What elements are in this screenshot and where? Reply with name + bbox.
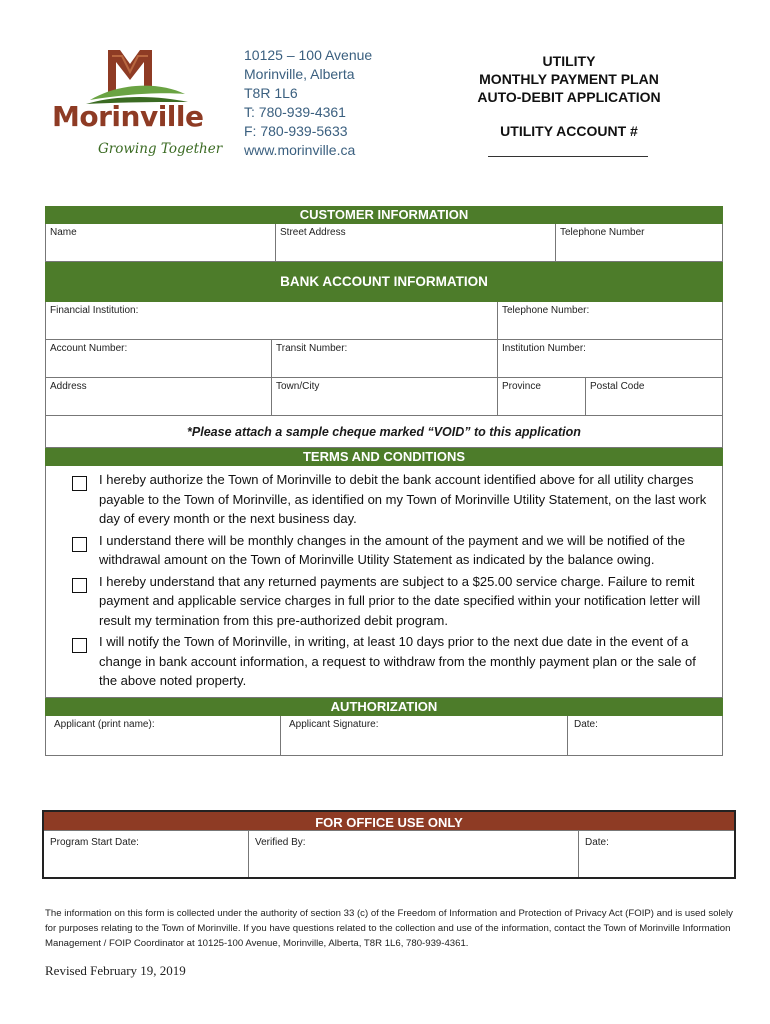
office-use-row xyxy=(44,830,734,877)
customer-info-header: CUSTOMER INFORMATION xyxy=(45,206,723,224)
transit-number-label: Transit Number: xyxy=(276,343,348,354)
customer-phone-field[interactable] xyxy=(556,224,722,261)
program-start-date-field[interactable] xyxy=(44,831,249,877)
address-phone: T: 780-939-4361 xyxy=(244,104,346,120)
term-item xyxy=(46,632,714,691)
term-text-3: I hereby understand that any returned payments are subject to a $25.00 service charge. Failure to remit payment and applicable service charges in full prior to the date specified within your notification letter will result my termination from this pre-authorized debit program. xyxy=(99,573,701,628)
application-form xyxy=(45,206,723,756)
office-use-box xyxy=(42,810,736,879)
term-text-4: I will notify the Town of Morinville, in writing, at least 10 days prior to the next due date in the event of a change in bank account information, a request to withdraw from the monthly payment plan or the sale of the above noted property. xyxy=(99,634,696,688)
bank-row-2 xyxy=(45,340,723,378)
foip-privacy-notice: The information on this form is collected under the authority of section 33 (c) of the Freedom of Information and Protection of Privacy Act (FOIP) and is used solely for purposes relating to the Town of Morinville. If you have questions related to the collection and use of the information, contact the Town of Morinville Information Management / FOIP Coordinator at 10125-100 Avenue, Morinville, Alberta, T8R 1L6, 780-939-4361. xyxy=(45,908,733,949)
term-item xyxy=(46,531,714,570)
institution-number-label: Institution Number: xyxy=(502,343,586,354)
transit-number-field[interactable] xyxy=(272,340,498,377)
revision-date: Revised February 19, 2019 xyxy=(45,963,186,978)
customer-phone-label: Telephone Number xyxy=(560,227,645,238)
bank-phone-field[interactable] xyxy=(498,302,722,339)
address-street: 10125 – 100 Avenue xyxy=(244,47,373,63)
address-city: Morinville, Alberta xyxy=(244,66,355,82)
logo-tagline: Growing Together xyxy=(98,141,223,157)
term-checkbox-4[interactable] xyxy=(72,638,87,653)
bank-row-1 xyxy=(45,302,723,340)
address-fax: F: 780-939-5633 xyxy=(244,123,348,139)
applicant-name-field[interactable] xyxy=(46,716,281,755)
street-address-field[interactable] xyxy=(276,224,556,261)
financial-institution-label: Financial Institution: xyxy=(50,305,139,316)
term-text-2: I understand there will be monthly changes in the amount of the payment and we will be notified of the withdrawal amount on the Town of Morinville Utility Statement as indicated by the balance owing. xyxy=(99,532,686,567)
bank-address-field[interactable] xyxy=(46,378,272,415)
office-use-header: FOR OFFICE USE ONLY xyxy=(44,812,734,830)
institution-number-field[interactable] xyxy=(498,340,722,377)
authorization-row xyxy=(45,716,723,756)
applicant-name-label: Applicant (print name): xyxy=(54,718,155,730)
term-text-1: I hereby authorize the Town of Morinville to debit the bank account identified above for all utility charges payable to the Town of Morinville, as identified on my Town of Morinville Utility Statement, on the last work day of every month or the next business day. xyxy=(99,472,707,526)
financial-institution-field[interactable] xyxy=(46,302,498,339)
bank-info-header: BANK ACCOUNT INFORMATION xyxy=(45,262,723,302)
address-postal: T8R 1L6 xyxy=(244,85,298,101)
program-start-date-label: Program Start Date: xyxy=(50,837,139,848)
authorization-header: AUTHORIZATION xyxy=(45,698,723,716)
name-field[interactable] xyxy=(46,224,276,261)
title-line-2: MONTHLY PAYMENT PLAN xyxy=(479,71,659,87)
term-item xyxy=(46,470,714,529)
name-label: Name xyxy=(50,227,77,238)
bank-address-label: Address xyxy=(50,381,87,392)
province-label: Province xyxy=(502,381,541,392)
title-line-3: AUTO-DEBIT APPLICATION xyxy=(477,89,661,105)
office-date-field[interactable] xyxy=(579,831,734,877)
term-checkbox-1[interactable] xyxy=(72,476,87,491)
bank-row-3 xyxy=(45,378,723,416)
term-checkbox-3[interactable] xyxy=(72,578,87,593)
authorization-date-label: Date: xyxy=(574,718,598,730)
account-number-label: Account Number: xyxy=(50,343,128,354)
account-number-field[interactable] xyxy=(46,340,272,377)
postal-code-field[interactable] xyxy=(586,378,722,415)
terms-list xyxy=(45,466,723,698)
form-title xyxy=(440,52,698,106)
verified-by-field[interactable] xyxy=(249,831,579,877)
customer-info-row xyxy=(45,224,723,262)
term-checkbox-2[interactable] xyxy=(72,537,87,552)
void-cheque-note: *Please attach a sample cheque marked “VOID” to this application xyxy=(45,416,723,448)
verified-by-label: Verified By: xyxy=(255,837,306,848)
province-field[interactable] xyxy=(498,378,586,415)
town-city-label: Town/City xyxy=(276,381,320,392)
postal-code-label: Postal Code xyxy=(590,381,645,392)
street-address-label: Street Address xyxy=(280,227,346,238)
logo-wordmark: Morinville xyxy=(52,100,204,133)
town-city-field[interactable] xyxy=(272,378,498,415)
utility-account-label: UTILITY ACCOUNT # xyxy=(500,123,638,139)
applicant-signature-field[interactable] xyxy=(281,716,568,755)
applicant-signature-label: Applicant Signature: xyxy=(289,718,379,730)
terms-header: TERMS AND CONDITIONS xyxy=(45,448,723,466)
utility-account-field[interactable] xyxy=(488,156,648,157)
address-web: www.morinville.ca xyxy=(244,142,356,158)
bank-phone-label: Telephone Number: xyxy=(502,305,590,316)
office-date-label: Date: xyxy=(585,837,609,848)
authorization-date-field[interactable] xyxy=(568,716,722,755)
town-address xyxy=(244,46,372,160)
title-line-1: UTILITY xyxy=(542,53,596,69)
term-item xyxy=(46,572,714,631)
